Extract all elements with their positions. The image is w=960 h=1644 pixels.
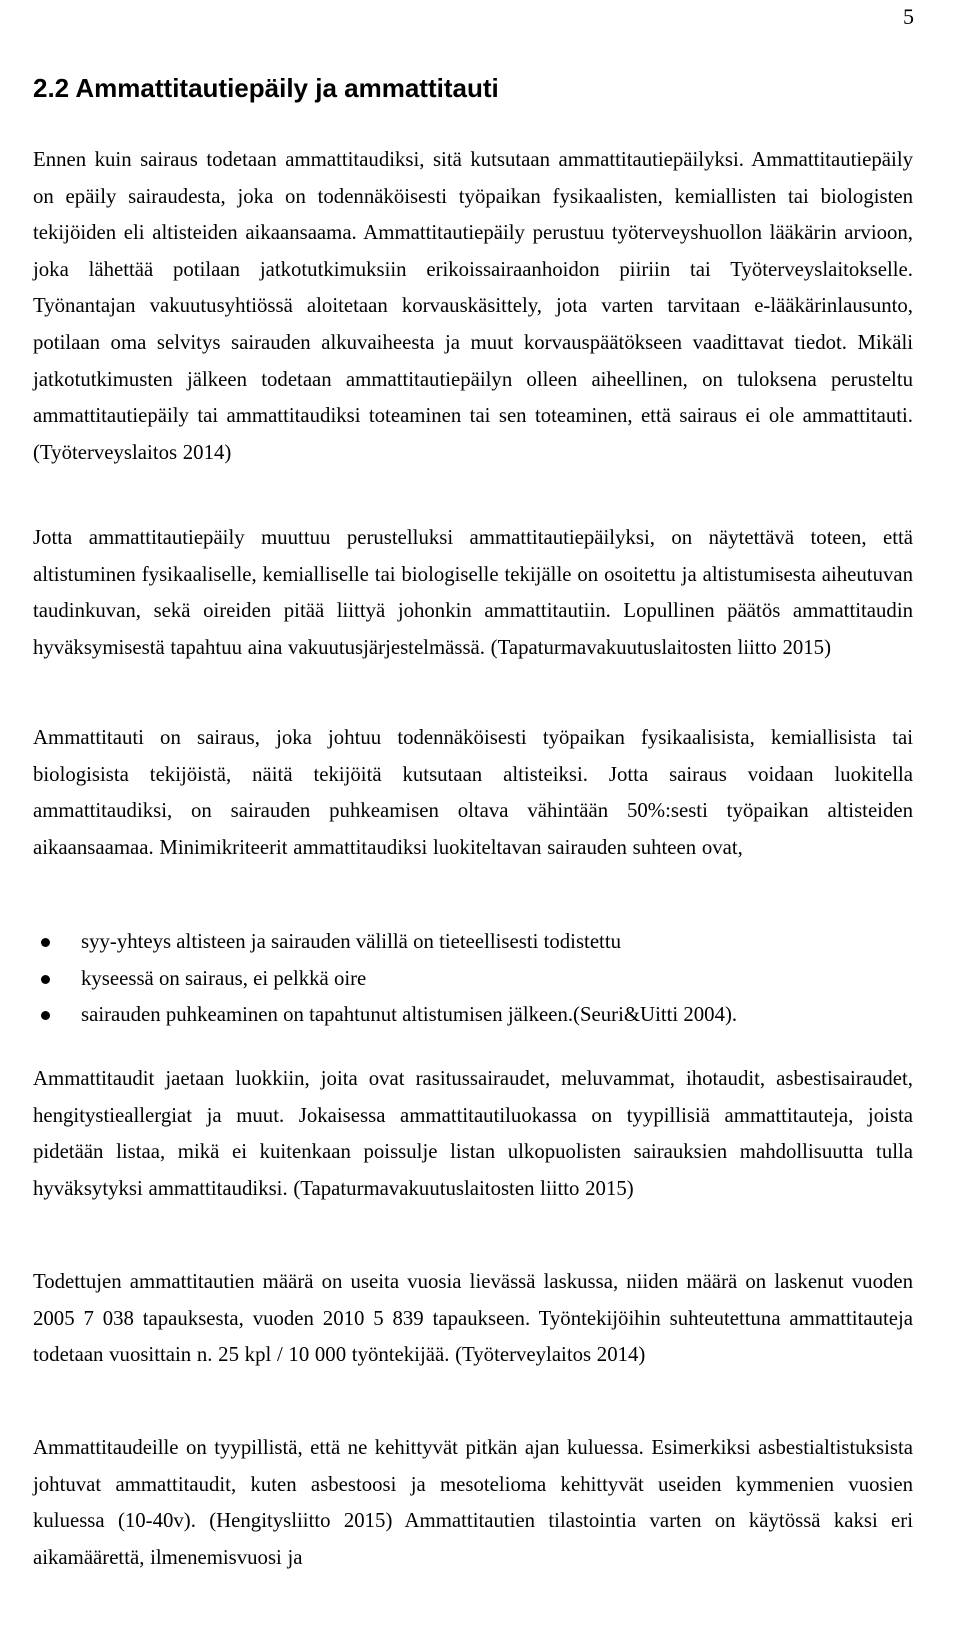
criteria-list xyxy=(33,924,913,1034)
list-item: syy-yhteys altisteen ja sairauden välillä on tieteellisesti todistettu xyxy=(33,924,913,961)
list-item: sairauden puhkeaminen on tapahtunut altistumisen jälkeen.(Seuri&Uitti 2004). xyxy=(33,997,913,1034)
page-number: 5 xyxy=(903,4,914,29)
paragraph-justified-suspicion: Jotta ammattitautiepäily muuttuu perustelluksi ammattitautiepäilyksi, on näytettävä toteen, että altistuminen fysikaaliselle, kemialliselle tai biologiselle tekijälle on osoitettu ja altistumisesta aiheutuvan taudinkuvan, sekä oireiden pitää liittyä johonkin ammattitautiin. Lopullinen päätös ammattitaudin hyväksymisestä tapahtuu aina vakuutusjärjestelmässä. (Tapaturmavakuutuslaitosten liitto 2015) xyxy=(33,526,913,659)
bullet-icon xyxy=(41,975,50,984)
paragraph-occupational-disease-definition: Ammattitauti on sairaus, joka johtuu todennäköisesti työpaikan fysikaalisista, kemiallisista tai biologisista tekijöistä, näitä tekijöitä kutsutaan altisteiksi. Jotta sairaus voidaan luokitella ammattitaudiksi, on sairauden puhkeamisen oltava vähintään 50%:sesti työpaikan altisteiden aikaansaamaa. Minimikriteerit ammattitaudiksi luokiteltavan sairauden suhteen ovat, xyxy=(33,726,913,859)
paragraph-disease-categories: Ammattitaudit jaetaan luokkiin, joita ovat rasitussairaudet, meluvammat, ihotaudit, asbestisairaudet, hengitystieallergiat ja muut. Jokaisessa ammattitautiluokassa on tyypillisiä ammattitauteja, joista pidetään listaa, mikä ei kuitenkaan poissulje listan ulkopuolisten sairauksien mahdollisuutta tulla hyväksytyksi ammattitaudiksi. (Tapaturmavakuutuslaitosten liitto 2015) xyxy=(33,1067,913,1200)
paragraph-disease-statistics: Todettujen ammattitautien määrä on useita vuosia lievässä laskussa, niiden määrä on laskenut vuoden 2005 7 038 tapauksesta, vuoden 2010 5 839 tapaukseen. Työntekijöihin suhteutettuna ammattitauteja todetaan vuosittain n. 25 kpl / 10 000 työntekijää. (Työterveylaitos 2014) xyxy=(33,1270,913,1367)
paragraph-disease-development: Ammattitaudeille on tyypillistä, että ne kehittyvät pitkän ajan kuluessa. Esimerkiksi asbestialtistuksista johtuvat ammattitaudit, kuten asbestoosi ja mesotelioma kehittyvät useiden kymmenien vuosien kuluessa (10-40v). (Hengitysliitto 2015) Ammattitautien tilastointia varten on käytössä kaksi eri aikamäärettä, ilmenemisvuosi ja xyxy=(33,1436,913,1569)
paragraph-occupational-disease-suspicion: Ennen kuin sairaus todetaan ammattitaudiksi, sitä kutsutaan ammattitautiepäilyksi. Ammattitautiepäily on epäily sairaudesta, joka on todennäköisesti työpaikan fysikaalisten, kemiallisten tai biologisten tekijöiden eli altisteiden aikaansaama. Ammattitautiepäily perustuu työterveyshuollon lääkärin arvioon, joka lähettää potilaan jatkotutkimuksiin erikoissairaanhoidon piiriin tai Työterveyslaitokselle. Työnantajan vakuutusyhtiössä aloitetaan korvauskäsittely, jota varten tarvitaan e-lääkärinlausunto, potilaan oma selvitys sairauden alkuvaiheesta ja muut korvauspäätökseen vaadittavat tiedot. Mikäli jatkotutkimusten jälkeen todetaan ammattitautiepäilyn olleen aiheellinen, on tuloksena perusteltu ammattitautiepäily tai ammattitaudiksi toteaminen tai sen toteaminen, että sairaus ei ole ammattitauti. (Työterveyslaitos 2014) xyxy=(33,148,913,464)
bullet-icon xyxy=(41,938,50,947)
section-heading: 2.2 Ammattitautiepäily ja ammattitauti xyxy=(33,73,499,103)
list-item: kyseessä on sairaus, ei pelkkä oire xyxy=(33,961,913,998)
bullet-icon xyxy=(41,1011,50,1020)
